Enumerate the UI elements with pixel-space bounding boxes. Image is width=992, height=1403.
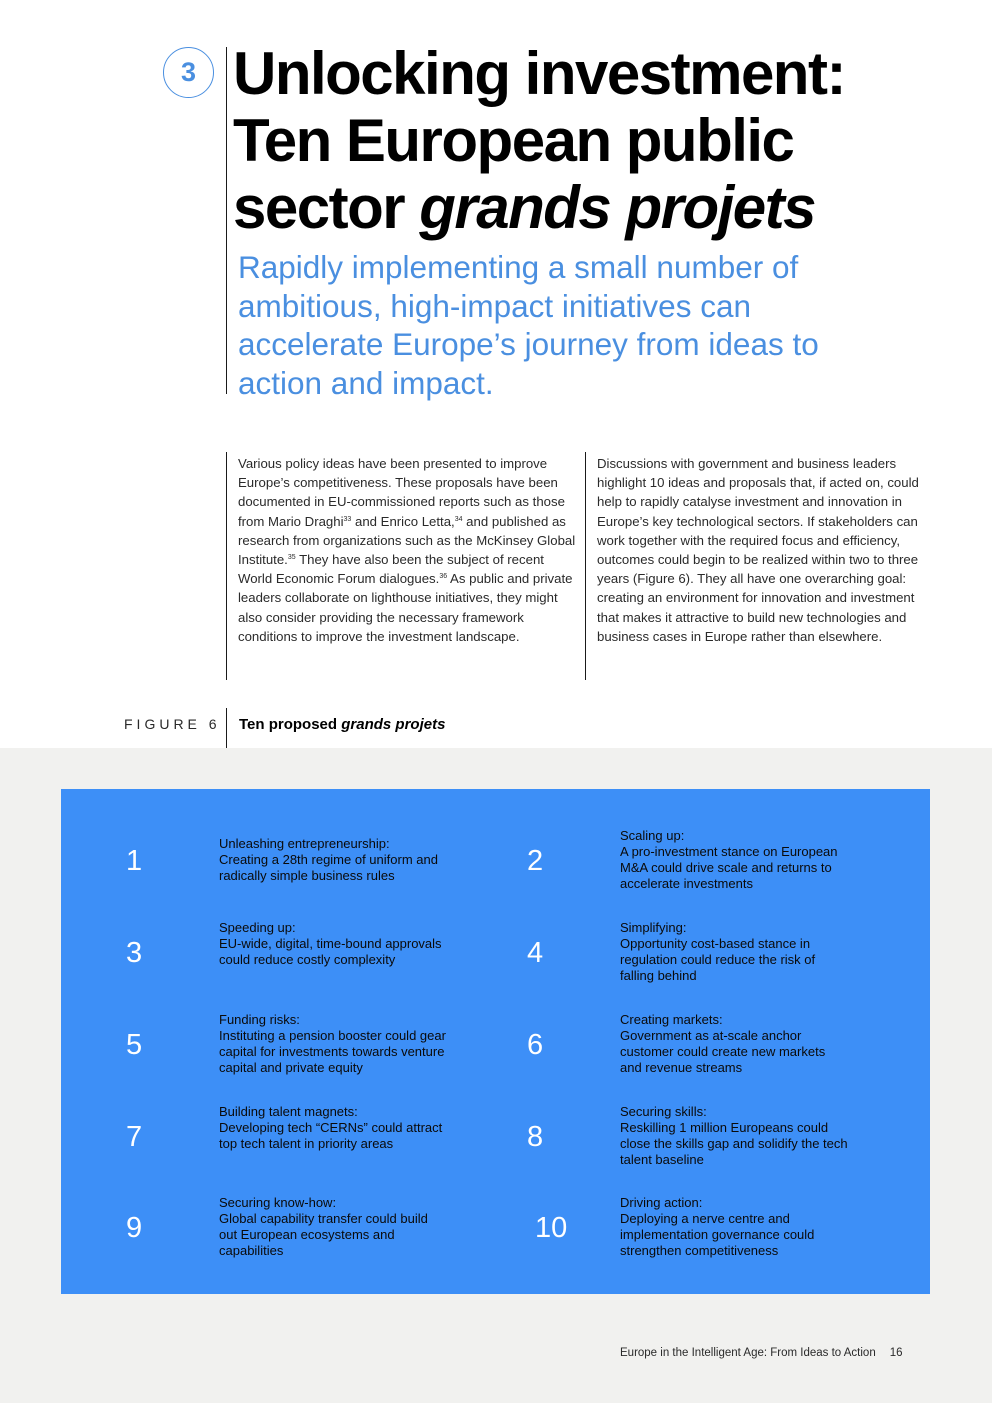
body-column-2: Discussions with government and business leaders highlight 10 ideas and proposals that, if acted on, could help to rapidly catalyse investment and innovation in Europe’s key technological sectors. If stakeholders can work together with the required focus and efficiency, outcomes could begin to be realized within two to three years (Figure 6). They all have one overarching goal: creating an environment for innovation and investment that makes it attractive to build new technologies and business cases in Europe rather than elsewhere. xyxy=(597,456,919,644)
project-description: Instituting a pension booster could gear capital for investments towards venture capital and private equity xyxy=(219,1028,446,1075)
body-col2-divider xyxy=(585,452,586,680)
project-text xyxy=(219,920,449,968)
footnote-ref[interactable]: 35 xyxy=(287,554,296,562)
page-subtitle: Rapidly implementing a small number of ambitious, high-impact initiatives can accelerate Europe’s journey from ideas to action and impact. xyxy=(238,249,819,401)
title-divider xyxy=(226,47,227,394)
title-line-3-italic: grands projets xyxy=(419,174,816,241)
project-description: Deploying a nerve centre and implementation governance could strengthen competitiveness xyxy=(620,1211,815,1258)
project-number: 3 xyxy=(126,937,143,969)
title-line-2: Ten European public xyxy=(233,107,794,174)
project-description: EU-wide, digital, time-bound approvals could reduce costly complexity xyxy=(219,936,442,967)
project-number: 8 xyxy=(527,1121,544,1153)
project-description: Reskilling 1 million Europeans could close the skills gap and solidify the tech talent baseline xyxy=(620,1120,848,1167)
project-text xyxy=(219,1195,449,1259)
project-number: 10 xyxy=(535,1212,568,1244)
project-number: 6 xyxy=(527,1029,544,1061)
project-text xyxy=(620,1195,850,1259)
body-column-1: Various policy ideas have been presented to improve Europe’s competitiveness. These proposals have been documented in EU-commissioned reports such as those from Mario Draghi$^{33}$ and Enrico Letta,$^{34}$ and published as research from organizations such as the McKinsey Global Institute.$^{35}$ They have also been the subject of recent World Economic Forum dialogues.$^{36}$ As public and private leaders collaborate on lighthouse initiatives, they might also consider providing the necessary framework conditions to improve the investment landscape. xyxy=(238,456,576,644)
footnote-ref[interactable]: 33 xyxy=(343,515,352,523)
project-description: Developing tech “CERNs” could attract top tech talent in priority areas xyxy=(219,1120,443,1151)
project-description: Creating a 28th regime of uniform and radically simple business rules xyxy=(219,852,438,883)
project-number: 2 xyxy=(527,845,544,877)
footer-publication: Europe in the Intelligent Age: xyxy=(620,1347,768,1359)
footer-subtitle: From Ideas to Action xyxy=(767,1347,876,1359)
project-description: Global capability transfer could build out European ecosystems and capabilities xyxy=(219,1211,428,1258)
project-number: 5 xyxy=(126,1029,143,1061)
title-line-3: sector xyxy=(233,174,420,241)
project-heading: Funding risks: xyxy=(219,1012,300,1027)
page-number: 16 xyxy=(889,1347,903,1359)
project-number: 9 xyxy=(126,1212,143,1244)
project-text xyxy=(620,920,850,984)
project-text xyxy=(620,1104,850,1168)
project-text xyxy=(219,836,449,884)
project-heading: Speeding up: xyxy=(219,920,296,935)
project-heading: Securing skills: xyxy=(620,1104,707,1119)
project-number: 1 xyxy=(126,845,143,877)
project-description: A pro-investment stance on European M&A could drive scale and returns to accelerate investments xyxy=(620,844,838,891)
project-text xyxy=(219,1104,449,1152)
page-footer xyxy=(620,1347,903,1359)
project-heading: Scaling up: xyxy=(620,828,685,843)
project-text xyxy=(620,1012,850,1076)
project-description: Opportunity cost-based stance in regulation could reduce the risk of falling behind xyxy=(620,936,816,983)
project-heading: Unleashing entrepreneurship: xyxy=(219,836,390,851)
figure-divider xyxy=(226,708,227,748)
project-description: Government as at-scale anchor customer could create new markets and revenue streams xyxy=(620,1028,826,1075)
project-heading: Building talent magnets: xyxy=(219,1104,358,1119)
figure-title: Ten proposed grands projets xyxy=(239,716,446,733)
title-line-1: Unlocking investment: xyxy=(233,40,845,107)
project-number: 7 xyxy=(126,1121,143,1153)
page-title xyxy=(233,40,973,241)
footnote-ref[interactable]: 36 xyxy=(439,573,448,581)
footnote-ref[interactable]: 34 xyxy=(454,515,463,523)
project-heading: Creating markets: xyxy=(620,1012,723,1027)
figure-label: FIGURE 6 xyxy=(124,716,221,732)
project-number: 4 xyxy=(527,937,544,969)
project-text xyxy=(219,1012,449,1076)
project-text xyxy=(620,828,850,892)
project-heading: Securing know-how: xyxy=(219,1195,337,1210)
chapter-number-badge: 3 xyxy=(163,47,214,98)
body-col1-divider xyxy=(226,452,227,680)
project-heading: Simplifying: xyxy=(620,920,687,935)
project-heading: Driving action: xyxy=(620,1195,703,1210)
